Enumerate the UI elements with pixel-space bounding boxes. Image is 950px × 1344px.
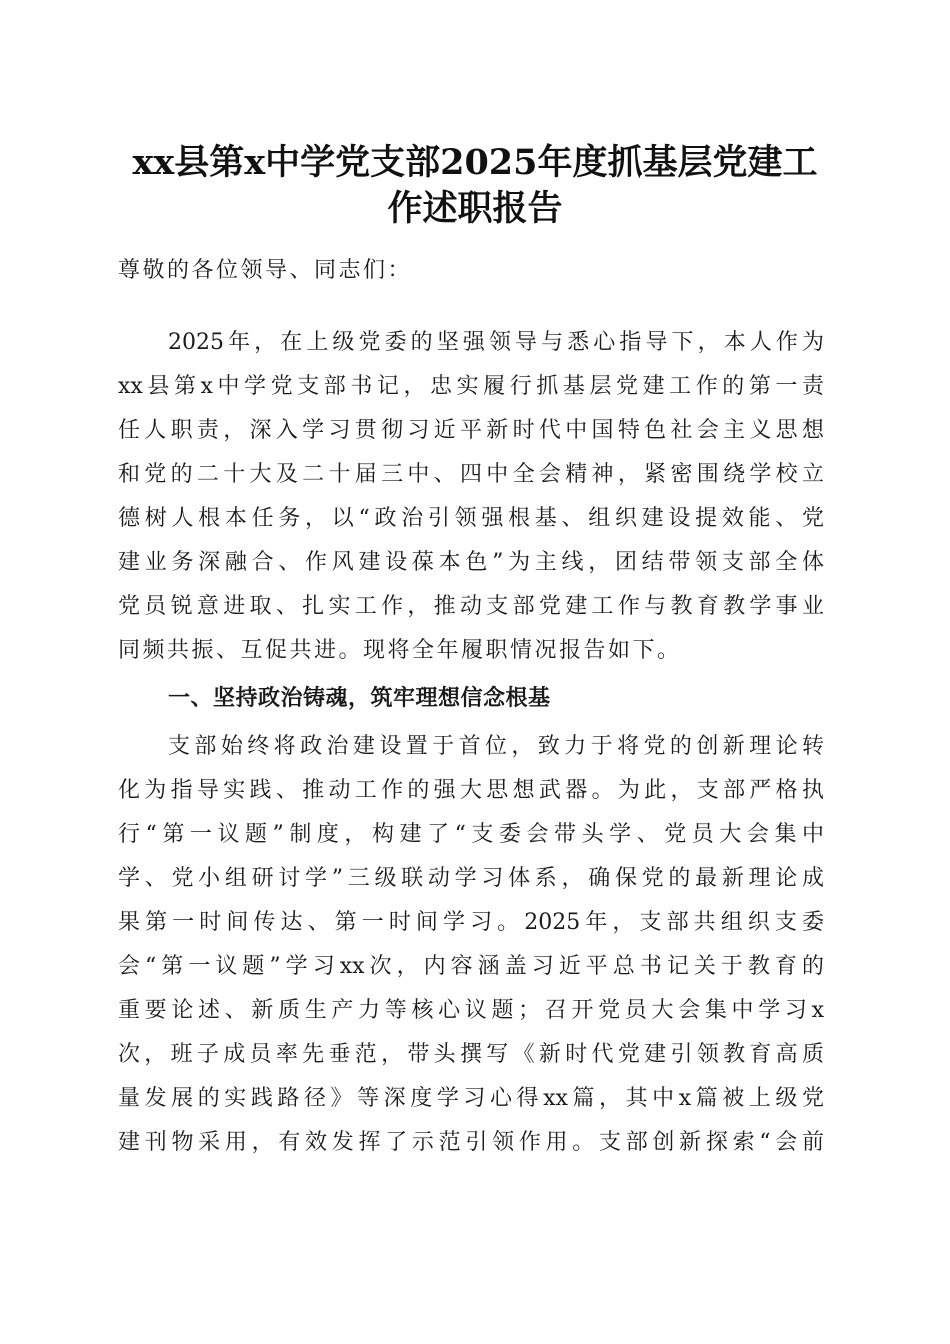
intro-line: 建业务深融合、作风建设葆本色”为主线，团结带领支部全体 [118,550,824,575]
section-line: 重要论述、新质生产力等核心议题；召开党员大会集中学习x [118,998,824,1023]
intro-line: 任人职责，深入学习贯彻习近平新时代中国特色社会主义思想 [118,418,824,443]
section-line: 量发展的实践路径》等深度学习心得xx篇，其中x篇被上级党 [118,1086,824,1111]
intro-line: 2025年，在上级党委的坚强领导与悉心指导下，本人作为 [168,330,824,355]
intro-line: 和党的二十大及二十届三中、四中全会精神，紧密围绕学校立 [118,462,824,487]
section-heading: 一、坚持政治铸魂，筑牢理想信念根基 [168,686,551,711]
salutation: 尊敬的各位领导、同志们： [118,258,413,283]
section-line: 会“第一议题”学习xx次，内容涵盖习近平总书记关于教育的 [118,954,824,979]
section-line: 次，班子成员率先垂范，带头撰写《新时代党建引领教育高质 [118,1042,824,1067]
section-line: 学、党小组研讨学”三级联动学习体系，确保党的最新理论成 [118,866,824,891]
section-line: 果第一时间传达、第一时间学习。2025年，支部共组织支委 [118,910,824,935]
intro-line: xx县第x中学党支部书记，忠实履行抓基层党建工作的第一责 [118,374,824,399]
document-title-line-2: 作述职报告 [387,188,563,229]
intro-line: 党员锐意进取、扎实工作，推动支部党建工作与教育教学事业 [118,594,824,619]
section-line: 行“第一议题”制度，构建了“支委会带头学、党员大会集中 [118,822,824,847]
document-title-line-1: xx县第x中学党支部2025年度抓基层党建工 [132,142,818,183]
intro-line: 德树人根本任务，以“政治引领强根基、组织建设提效能、党 [118,506,824,531]
section-line: 支部始终将政治建设置于首位，致力于将党的创新理论转 [168,734,824,759]
section-line: 化为指导实践、推动工作的强大思想武器。为此，支部严格执 [118,778,824,803]
intro-line: 同频共振、互促共进。现将全年履职情况报告如下。 [118,638,682,663]
section-line: 建刊物采用，有效发挥了示范引领作用。支部创新探索“会前 [118,1130,824,1155]
